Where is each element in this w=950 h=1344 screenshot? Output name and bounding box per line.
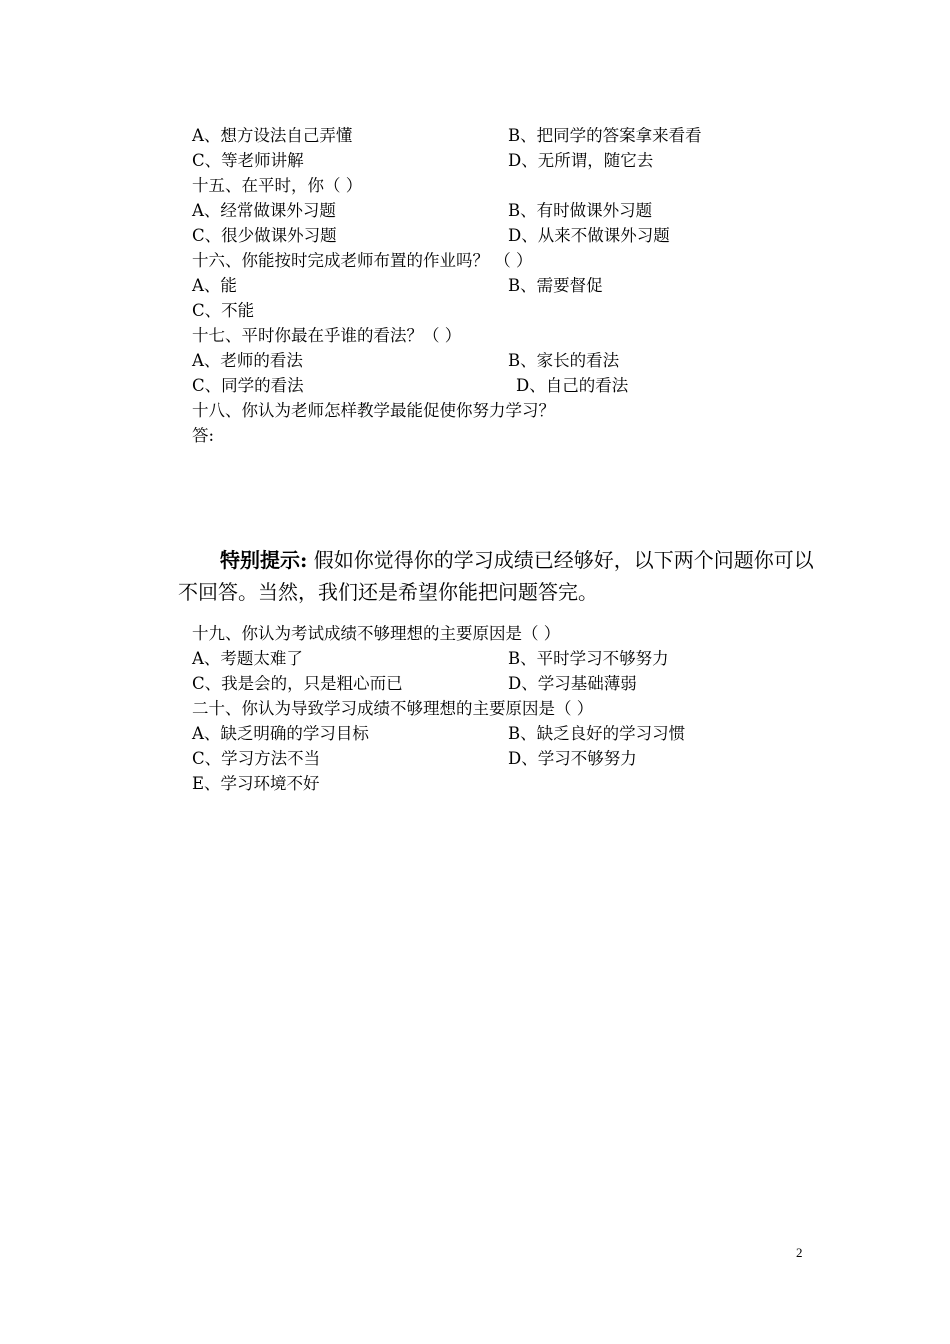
special-note: [178, 544, 818, 608]
option-c: C、同学的看法: [192, 376, 304, 395]
option-b: B、平时学习不够努力: [508, 649, 669, 668]
option-b: B、家长的看法: [508, 351, 620, 370]
option-c: C、很少做课外习题: [192, 226, 337, 245]
option-a: A、能: [192, 276, 237, 295]
option-c: C、等老师讲解: [192, 151, 304, 170]
note-text: 假如你觉得你的学习成绩已经够好，以下两个问题你可以不回答。当然，我们还是希望你能把问题答完。: [178, 548, 814, 604]
option-d: D、学习基础薄弱: [508, 674, 637, 693]
question-16: 十六、你能按时完成老师布置的作业吗？ （ ）: [192, 251, 533, 270]
option-b: B、需要督促: [508, 276, 603, 295]
option-b: B、缺乏良好的学习习惯: [508, 724, 686, 743]
question-18: 十八、你认为老师怎样教学最能促使你努力学习？: [192, 401, 555, 420]
option-c: C、不能: [192, 301, 255, 320]
note-heading: 特别提示:: [220, 548, 308, 572]
option-a: A、缺乏明确的学习目标: [192, 724, 369, 743]
option-d: D、从来不做课外习题: [508, 226, 670, 245]
option-e: E、学习环境不好: [192, 774, 320, 793]
option-a: A、经常做课外习题: [192, 201, 336, 220]
option-d: D、自己的看法: [516, 376, 629, 395]
page-number: 2: [796, 1245, 803, 1260]
option-a: A、老师的看法: [192, 351, 303, 370]
answer-label: 答:: [192, 426, 215, 445]
option-d: D、学习不够努力: [508, 749, 637, 768]
option-c: C、学习方法不当: [192, 749, 321, 768]
question-20: 二十、你认为导致学习成绩不够理想的主要原因是（ ）: [192, 699, 594, 718]
question-19: 十九、你认为考试成绩不够理想的主要原因是（ ）: [192, 624, 561, 643]
option-b: B、有时做课外习题: [508, 201, 653, 220]
question-15: 十五、在平时，你（ ）: [192, 176, 363, 195]
option-c: C、我是会的，只是粗心而已: [192, 674, 403, 693]
question-17: 十七、平时你最在乎谁的看法？（ ）: [192, 326, 462, 345]
option-d: D、无所谓，随它去: [508, 151, 654, 170]
option-a: A、考题太难了: [192, 649, 303, 668]
option-a: A、想方设法自己弄懂: [192, 126, 353, 145]
option-b: B、把同学的答案拿来看看: [508, 126, 702, 145]
